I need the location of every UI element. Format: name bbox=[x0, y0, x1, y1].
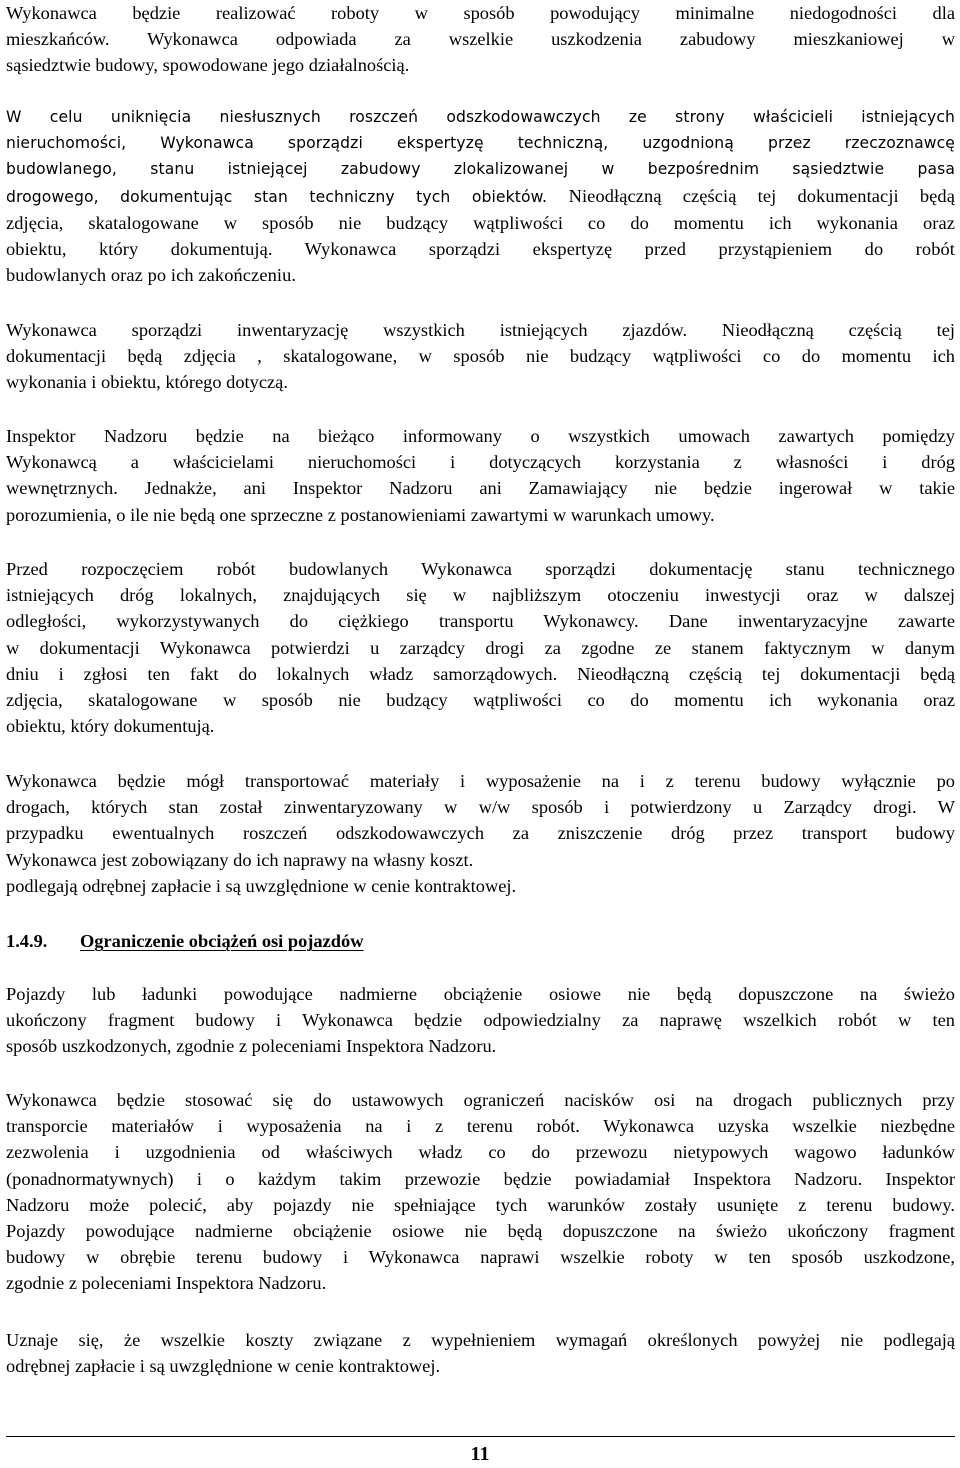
section-number: 1.4.9. bbox=[6, 931, 48, 951]
paragraph-7 bbox=[6, 981, 955, 1060]
paragraph-1 bbox=[6, 0, 955, 79]
text-line: obiektu, który dokumentują. bbox=[6, 716, 215, 737]
text-line: wewnętrznych. Jednakże, ani Inspektor Nadzoru ani Zamawiający nie będzie ingerował w takie bbox=[6, 478, 955, 499]
text-line: obiektu, który dokumentują. Wykonawca sporządzi ekspertyzę przed przystąpieniem do robót bbox=[6, 239, 955, 260]
paragraph-9 bbox=[6, 1327, 955, 1379]
text-line-part: drogowego, dokumentując stan techniczny tych obiektów. bbox=[6, 187, 548, 206]
text-line: (ponadnormatywnych) i o każdym takim przewozie będzie powiadamiał Inspektora Nadzoru. Inspektor bbox=[6, 1168, 955, 1189]
text-line: budowlanych oraz po ich zakończeniu. bbox=[6, 265, 297, 286]
paragraph-8 bbox=[6, 1087, 955, 1297]
text-line: budowy w obrębie terenu budowy i Wykonawca naprawi wszelkie roboty w ten sposób uszkodzone, bbox=[6, 1247, 955, 1268]
page-number: 11 bbox=[470, 1443, 490, 1465]
text-line: Pojazdy powodujące nadmierne obciążenie osiowe nie będą dopuszczone na świeżo ukończony fragment bbox=[6, 1221, 955, 1242]
text-line: Wykonawca będzie realizować roboty w sposób powodujący minimalne niedogodności dla bbox=[6, 3, 955, 23]
text-line: Wykonawca sporządzi inwentaryzację wszystkich istniejących zjazdów. Nieodłączną częścią tej bbox=[6, 320, 955, 340]
text-line bbox=[6, 183, 955, 210]
text-line: Uznaje się, że wszelkie koszty związane z wypełnieniem wymagań określonych powyżej nie podlegają bbox=[6, 1330, 955, 1350]
text-line: Inspektor Nadzoru będzie na bieżąco informowany o wszystkich umowach zawartych pomiędzy bbox=[6, 426, 955, 446]
text-line: odległości, wykorzystywanych do ciężkiego transportu Wykonawcy. Dane inwentaryzacyjne zawarte bbox=[6, 611, 955, 632]
text-line: w dokumentacji Wykonawca potwierdzi u zarządcy drogi za zgodne ze stanem faktycznym w danym bbox=[6, 637, 955, 658]
text-line: ukończony fragment budowy i Wykonawca będzie odpowiedzialny za naprawę wszelkich robót w ten bbox=[6, 1010, 955, 1031]
text-line: porozumienia, o ile nie będą one sprzeczne z postanowieniami zawartymi w warunkach umowy. bbox=[6, 504, 715, 525]
text-line: Wykonawca będzie stosować się do ustawowych ograniczeń nacisków osi na drogach publicznych przy bbox=[6, 1090, 955, 1110]
text-line: podlegają odrębnej zapłacie i są uwzględnione w cenie kontraktowej. bbox=[6, 875, 517, 896]
text-line: nieruchomości, Wykonawca sporządzi ekspertyzę techniczną, uzgodnioną przez rzeczoznawcę bbox=[6, 134, 955, 153]
paragraph-5 bbox=[6, 556, 955, 739]
text-line: Wykonawcą a właścicielami nieruchomości i dotyczących korzystania z własności i dróg bbox=[6, 452, 955, 473]
text-line: przypadku ewentualnych roszczeń odszkodowawczych za zniszczenie dróg przez transport budowy bbox=[6, 823, 955, 844]
paragraph-4 bbox=[6, 423, 955, 528]
text-line-part: Nieodłączną częścią tej dokumentacji będą bbox=[568, 185, 955, 206]
text-line: W celu uniknięcia niesłusznych roszczeń odszkodowawczych ze strony właścicieli istniejących bbox=[6, 108, 955, 126]
section-heading bbox=[6, 928, 364, 954]
text-line: mieszkańców. Wykonawca odpowiada za wszelkie uszkodzenia zabudowy mieszkaniowej w bbox=[6, 29, 955, 50]
text-line: Wykonawca jest zobowiązany do ich naprawy na własny koszt. bbox=[6, 849, 474, 870]
text-line: zdjęcia, skatalogowane w sposób nie budzący wątpliwości co do momentu ich wykonania oraz bbox=[6, 212, 955, 233]
text-line: dokumentacji będą zdjęcia , skatalogowane, w sposób nie budzący wątpliwości co do momentu ich bbox=[6, 346, 955, 367]
text-line: sposób uszkodzonych, zgodnie z poleceniami Inspektora Nadzoru. bbox=[6, 1036, 497, 1057]
text-line: drogach, których stan został zinwentaryzowany w w/w sposób i potwierdzony u Zarządcy drogi. W bbox=[6, 797, 955, 818]
text-line: zezwolenia i uzgodnienia od właściwych władz co do przewozu nietypowych wagowo ładunków bbox=[6, 1142, 955, 1163]
footer-divider bbox=[6, 1436, 955, 1437]
section-title: Ograniczenie obciążeń osi pojazdów bbox=[80, 931, 364, 951]
text-line: Wykonawca będzie mógł transportować materiały i wyposażenie na i z terenu budowy wyłącznie po bbox=[6, 771, 955, 791]
text-line: transporcie materiałów i wyposażenia na i z terenu robót. Wykonawca uzyska wszelkie niezbędne bbox=[6, 1116, 955, 1137]
text-line: odrębnej zapłacie i są uwzględnione w cenie kontraktowej. bbox=[6, 1356, 441, 1377]
paragraph-2 bbox=[6, 104, 955, 288]
text-line: Pojazdy lub ładunki powodujące nadmierne obciążenie osiowe nie będą dopuszczone na świeżo bbox=[6, 984, 955, 1004]
text-line: dniu i zgłosi ten fakt do lokalnych władz samorządowych. Nieodłączną częścią tej dokumentacji będą bbox=[6, 663, 955, 684]
text-line: zgodnie z poleceniami Inspektora Nadzoru. bbox=[6, 1273, 327, 1294]
paragraph-3 bbox=[6, 317, 955, 396]
text-line: Nadzoru może polecić, aby pojazdy nie spełniające tych warunków zostały usunięte z terenu budowy. bbox=[6, 1194, 955, 1215]
text-line: budowlanego, stanu istniejącej zabudowy zlokalizowanej w bezpośrednim sąsiedztwie pasa bbox=[6, 160, 955, 179]
text-line: istniejących dróg lokalnych, znajdujących się w najbliższym otoczeniu inwestycji oraz w dalszej bbox=[6, 585, 955, 606]
text-line: Przed rozpoczęciem robót budowlanych Wykonawca sporządzi dokumentację stanu technicznego bbox=[6, 559, 955, 579]
text-line: wykonania i obiektu, którego dotyczą. bbox=[6, 372, 288, 393]
text-line: zdjęcia, skatalogowane w sposób nie budzący wątpliwości co do momentu ich wykonania oraz bbox=[6, 690, 955, 711]
paragraph-6 bbox=[6, 768, 955, 899]
text-line: sąsiedztwie budowy, spowodowane jego działalnością. bbox=[6, 55, 410, 76]
